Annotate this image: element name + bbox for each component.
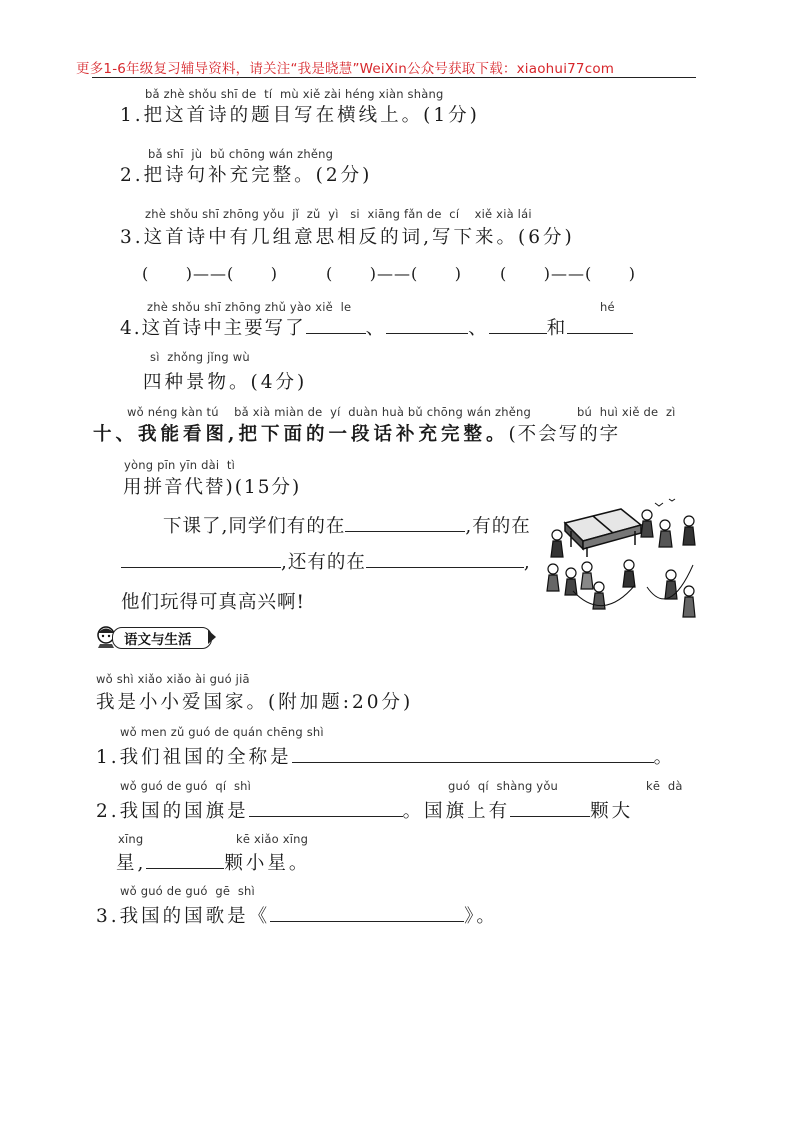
life-q1-blank[interactable] [292,744,654,763]
life-q3-end: 》。 [464,906,498,927]
q10-heading [93,420,620,446]
q4-blank-3[interactable] [489,315,547,334]
q10-title: 十、我能看图,把下面的一段话补充完整。 [93,424,509,445]
q2-text: 2.把诗句补充完整。(2分) [120,165,373,186]
q4-text-2: 四种景物。(4分) [143,372,308,393]
q4-blank-2[interactable] [386,315,468,334]
q10-text-2: 用拼音代替)(15分) [123,477,302,498]
q1-text: 1.把这首诗的题目写在横线上。(1分) [120,105,480,126]
life-q2-blank-2[interactable] [510,798,590,817]
q4-line [120,314,633,340]
q10-para-line-2 [121,548,531,574]
q10-para-2b: , [523,552,531,573]
section-arrow [208,630,216,644]
children-playing-illustration [543,495,701,625]
q10-pinyin: wǒ néng kàn tú bǎ xià miàn de yí duàn huà bǔ chōng wán zhěng [127,405,532,419]
q10-blank-3[interactable] [366,549,524,568]
ping-pong-table-icon [565,509,641,557]
life-q3-pinyin: wǒ guó de guó gē shì [120,884,255,898]
life-q1-text: 1.我们祖国的全称是 [96,747,292,768]
q10-blank-1[interactable] [345,513,465,532]
q10-pinyin-right: bú huì xiě de zì [577,405,676,419]
q4-pinyin-he: hé [600,300,615,314]
q3-text: 3.这首诗中有几组意思相反的词,写下来。(6分) [120,227,575,248]
antonym-pair-1: ( )——( ) [142,264,278,283]
section-badge [94,624,218,650]
life-q2-right: 颗大 [590,801,634,822]
q10-para-3: 他们玩得可真高兴啊! [121,592,305,613]
life-q3-blank[interactable] [270,903,464,922]
q4-text: 4.这首诗中主要写了 [120,318,306,339]
q10-title-tail: (不会写的字 [508,424,621,445]
q4-sep-1: 、 [365,318,387,339]
q10-para-1: 下课了,同学们有的在 [163,516,346,537]
life-q3-text: 3.我国的国歌是《 [96,906,271,927]
life-q2b-blank[interactable] [146,850,224,869]
header-rule [92,77,696,78]
q3-pinyin: zhè shǒu shī zhōng yǒu jǐ zǔ yì si xiāng fǎn de cí xiě xià lái [145,207,532,221]
q4-pinyin: zhè shǒu shī zhōng zhǔ yào xiě le [147,300,352,314]
q4-pinyin-2: sì zhǒng jǐng wù [150,350,250,364]
life-q2b-pinyin-mid: kē xiǎo xīng [236,832,309,846]
life-q2b-line [116,849,310,875]
life-q2b-pinyin: xīng [118,832,144,846]
q10-para-line-1 [163,512,531,538]
life-q2-text: 2.我国的国旗是 [96,801,249,822]
q2-pinyin: bǎ shī jù bǔ chōng wán zhěng [148,147,334,161]
q4-blank-4[interactable] [567,315,633,334]
section-label: 语文与生活 [124,632,192,648]
life-q2-pinyin: wǒ guó de guó qí shì [120,779,252,793]
q4-he: 和 [546,318,568,339]
life-q2-line [96,797,633,823]
life-pinyin: wǒ shì xiǎo xiǎo ài guó jiā [96,672,250,686]
antonym-pair-3: ( )——( ) [500,264,636,283]
life-q1-line [96,743,675,769]
life-q2b-text: 星, [116,853,147,874]
q10-para-2: ,还有的在 [281,552,366,573]
q1-pinyin: bǎ zhè shǒu shī de tí mù xiě zài héng xiàn shàng [145,87,444,101]
life-q2-mid: 。国旗上有 [402,801,511,822]
antonym-pair-2: ( )——( ) [326,264,462,283]
life-q1-pinyin: wǒ men zǔ guó de quán chēng shì [120,725,324,739]
q4-sep-2: 、 [468,318,489,339]
life-q2-blank-1[interactable] [249,798,403,817]
life-q2-pinyin-mid: guó qí shàng yǒu [448,779,559,793]
life-title: 我是小小爱国家。(附加题:20分) [96,692,414,713]
life-q1-end: 。 [653,747,676,768]
promo-banner: 更多1-6年级复习辅导资料，请关注“我是晓慧”WeiXin公众号获取下载：xiaohui77com [76,61,615,77]
q10-pinyin-2: yòng pīn yīn dài tì [124,458,236,472]
life-q2b-end: 颗小星。 [224,853,311,874]
life-q2-pinyin-right: kē dà [646,779,683,793]
life-q3-line [96,902,498,928]
q4-blank-1[interactable] [306,315,366,334]
q10-blank-2[interactable] [121,549,281,568]
q10-para-1b: ,有的在 [465,516,531,537]
